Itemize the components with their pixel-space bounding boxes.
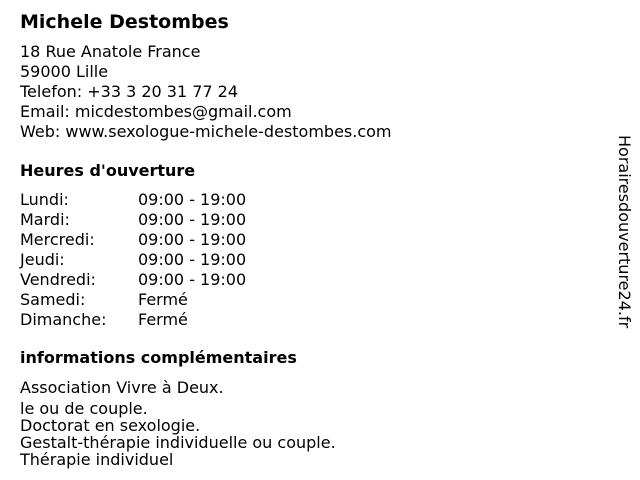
info-line: Thérapie individuel — [20, 450, 174, 469]
hours-row — [20, 230, 246, 250]
hours-time: Fermé — [138, 310, 188, 329]
hours-row — [20, 310, 246, 330]
opening-hours-table — [20, 190, 246, 330]
business-name: Michele Destombes — [20, 11, 229, 33]
hours-row — [20, 190, 246, 210]
hours-time: Fermé — [138, 290, 188, 309]
hours-day: Jeudi: — [20, 250, 65, 269]
email-address: Email: micdestombes@gmail.com — [20, 102, 292, 121]
hours-time: 09:00 - 19:00 — [138, 190, 247, 209]
hours-day: Lundi: — [20, 190, 69, 209]
phone-number: Telefon: +33 3 20 31 77 24 — [20, 82, 239, 101]
additional-info-block — [20, 378, 600, 468]
hours-time: 09:00 - 19:00 — [138, 230, 247, 249]
watermark-text: Horairesdouverture24.fr — [615, 135, 634, 329]
hours-row — [20, 210, 246, 230]
info-line: Doctorat en sexologie. — [20, 416, 201, 435]
hours-time: 09:00 - 19:00 — [138, 210, 247, 229]
info-line: le ou de couple. — [20, 399, 148, 418]
info-line: Gestalt-thérapie individuelle ou couple. — [20, 433, 336, 452]
business-details — [20, 10, 600, 468]
hours-day: Dimanche: — [20, 310, 107, 329]
hours-day: Mardi: — [20, 210, 70, 229]
street-address: 18 Rue Anatole France — [20, 42, 201, 61]
additional-info-heading: informations complémentaires — [20, 348, 297, 367]
hours-day: Mercredi: — [20, 230, 95, 249]
website-address: Web: www.sexologue-michele-destombes.com — [20, 122, 392, 141]
hours-day: Samedi: — [20, 290, 86, 309]
info-line: Association Vivre à Deux. — [20, 378, 224, 397]
city-address: 59000 Lille — [20, 62, 109, 81]
hours-time: 09:00 - 19:00 — [138, 250, 247, 269]
site-watermark — [614, 135, 636, 345]
opening-hours-heading: Heures d'ouverture — [20, 161, 196, 180]
contact-block — [20, 42, 600, 142]
hours-row — [20, 270, 246, 290]
hours-row — [20, 290, 246, 310]
hours-row — [20, 250, 246, 270]
hours-time: 09:00 - 19:00 — [138, 270, 247, 289]
hours-day: Vendredi: — [20, 270, 96, 289]
